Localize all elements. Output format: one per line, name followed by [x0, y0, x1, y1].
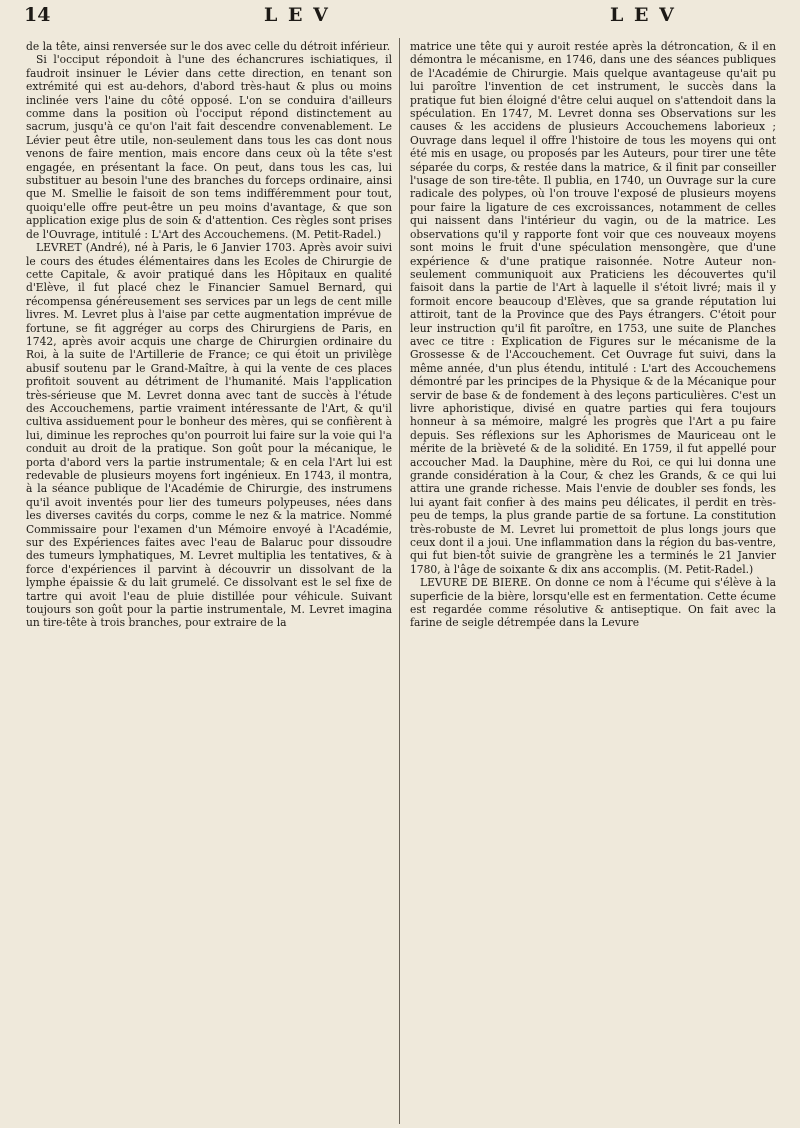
right-column: [410, 40, 776, 630]
paragraph: de la tête, ainsi renversée sur le dos avec celle du détroit inférieur.: [26, 40, 391, 53]
column-rule: [399, 38, 400, 1124]
left-column: [26, 40, 392, 630]
right-running-head: L E V: [610, 4, 676, 26]
paragraph: LEVRET (André), né à Paris, le 6 Janvier 1703. Après avoir suivi le cours des études élémentaires dans les Ecoles de Chirurgie de cette Capitale, & avoir pratiqué dans les Hôpitaux en qualité d'Elève, il fut placé chez le Financier Samuel Bernard, qui récompensa généreusement ses services par un legs de cent mille livres. M. Levret plus à l'aise par cette augmentation imprévue de fortune, se fit aggréger au corps des Chirurgiens de Paris, en 1742, après avoir acquis une charge de Chirurgien ordinaire du Roi, à la suite de l'Artillerie de France; ce qui étoit un privilège abusif soutenu par le Grand-Maître, à qui la vente de ces places profitoit souvent au détriment de l'humanité. Mais l'application très-sérieuse que M. Levret donna avec tant de succès à l'étude des Accouchemens, partie vraiment intéressante de l'Art, & qu'il cultiva assiduement pour le bonheur des mères, qui se confièrent à lui, diminue les reproches qu'on pourroit lui faire sur la voie qui l'a conduit au droit de la pratique. Son goût pour la mécanique, le porta d'abord vers la partie instrumentale; & en cela l'Art lui est redevable de plusieurs moyens fort ingénieux. En 1743, il montra, à la séance publique de l'Académie de Chirurgie, des instrumens qu'il avoit inventés pour lier des tumeurs polypeuses, nées dans les diverses cavités du corps, comme le nez & la matrice. Nommé Commissaire pour l'examen d'un Mémoire envoyé à l'Académie, sur des Expériences faites avec l'eau de Balaruc pour dissoudre des tumeurs lymphatiques, M. Levret multiplia les tentatives, & à force d'expériences il parvint à découvrir un dissolvant de la lymphe épaissie & du lait grumelé. Ce dissolvant est le sel fixe de tartre qui avoit l'eau de pluie distillée pour véhicule. Suivant toujours son goût pour la partie instrumentale, M. Levret imagina un tire-tête à trois branches, pour extraire de la: [26, 241, 392, 630]
left-running-head: L E V: [264, 4, 330, 26]
paragraph: LEVURE DE BIERE. On donne ce nom à l'écume qui s'élève à la superficie de la bière, lorsqu'elle est en fermentation. Cette écume est regardée comme résolutive & antiseptique. On fait avec la farine de seigle détrempée dans la Levure: [410, 576, 776, 630]
paragraph: matrice une tête qui y auroit restée après la détroncation, & il en démontra le mécanisme, en 1746, dans une des séances publiques de l'Académie de Chirurgie. Mais quelque avantageuse qu'ait pu lui paroître l'invention de cet instrument, le succès dans la pratique fut bien éloigné d'être celui auquel on s'attendoit dans la spéculation. En 1747, M. Levret donna ses Observations sur les causes & les accidens de plusieurs Accouchemens laborieux ; Ouvrage dans lequel il offre l'histoire de tous les moyens qui ont été mis en usage, ou proposés par les Auteurs, pour tirer une tête séparée du corps, & restée dans la matrice, & il finit par conseiller l'usage de son tire-tête. Il publia, en 1740, un Ouvrage sur la cure radicale des polypes, où l'on trouve l'exposé de plusieurs moyens pour faire la ligature de ces excroissances, notamment de celles qui naissent dans l'intérieur du vagin, ou de la matrice. Les observations qu'il y rapporte font voir que ces nouveaux moyens sont moins le fruit d'une spéculation mensongère, que d'une expérience & d'une pratique raisonnée. Notre Auteur non-seulement communiquoit aux Praticiens les découvertes qu'il faisoit dans la partie de l'Art à laquelle il s'étoit livré; mais il y formoit encore beaucoup d'Elèves, que sa grande réputation lui attiroit, tant de la Province que des Pays étrangers. C'étoit pour leur instruction qu'il fit paroître, en 1753, une suite de Planches avec ce titre : Explication de Figures sur le mécanisme de la Grossesse & de l'Accouchement. Cet Ouvrage fut suivi, dans la même année, d'un plus étendu, intitulé : L'art des Accouchemens démontré par les principes de la Physique & de la Mécanique pour servir de base & de fondement à des leçons particulières. C'est un livre aphoristique, divisé en quatre parties qui fera toujours honneur à sa mémoire, malgré les progrès que l'Art a pu faire depuis. Ses réflexions sur les Aphorismes de Mauriceau ont le mérite de la brièveté & de la solidité. En 1759, il fut appellé pour accoucher Mad. la Dauphine, mère du Roi, ce qui lui donna une grande considération à la Cour, & chez les Grands, & ce qui lui attira une grande richesse. Mais l'envie de doubler ses fonds, les lui ayant fait confier à des mains peu délicates, il perdit en très-peu de temps, la plus grande partie de sa fortune. La constitution très-robuste de M. Levret lui promettoit de plus longs jours que ceux dont il a joui. Une inflammation dans la région du bas-ventre, qui fut bien-tôt suivie de grangrène les a terminés le 21 Janvier 1780, à l'âge de soixante & dix ans accomplis. (M. Petit-Radel.): [410, 40, 776, 576]
paragraph: Si l'occiput répondoit à l'une des échancrures ischiatiques, il faudroit insinuer le Lévier dans cette direction, en tenant son extrémité qui est au-dehors, d'abord très-haut & plus ou moins inclinée vers l'aine du côté opposé. L'on se conduira d'ailleurs comme dans la position où l'occiput répond distinctement au sacrum, jusqu'à ce qu'on l'ait fait descendre convenablement. Le Lévier peut être utile, non-seulement dans tous les cas dont nous venons de faire mention, mais encore dans ceux où la tête s'est engagée, en présentant la face. On peut, dans tous les cas, lui substituer au besoin l'une des branches du forceps ordinaire, ainsi que M. Smellie le faisoit de son tems indifféremment pour tout, quoiqu'elle offre peut-être un peu moins d'avantage, & que son application exige plus de soin & d'attention. Ces règles sont prises de l'Ouvrage, intitulé : L'Art des Accouchemens. (M. Petit-Radel.): [26, 53, 392, 241]
page-number: 14: [24, 4, 51, 26]
running-header: [24, 4, 776, 34]
